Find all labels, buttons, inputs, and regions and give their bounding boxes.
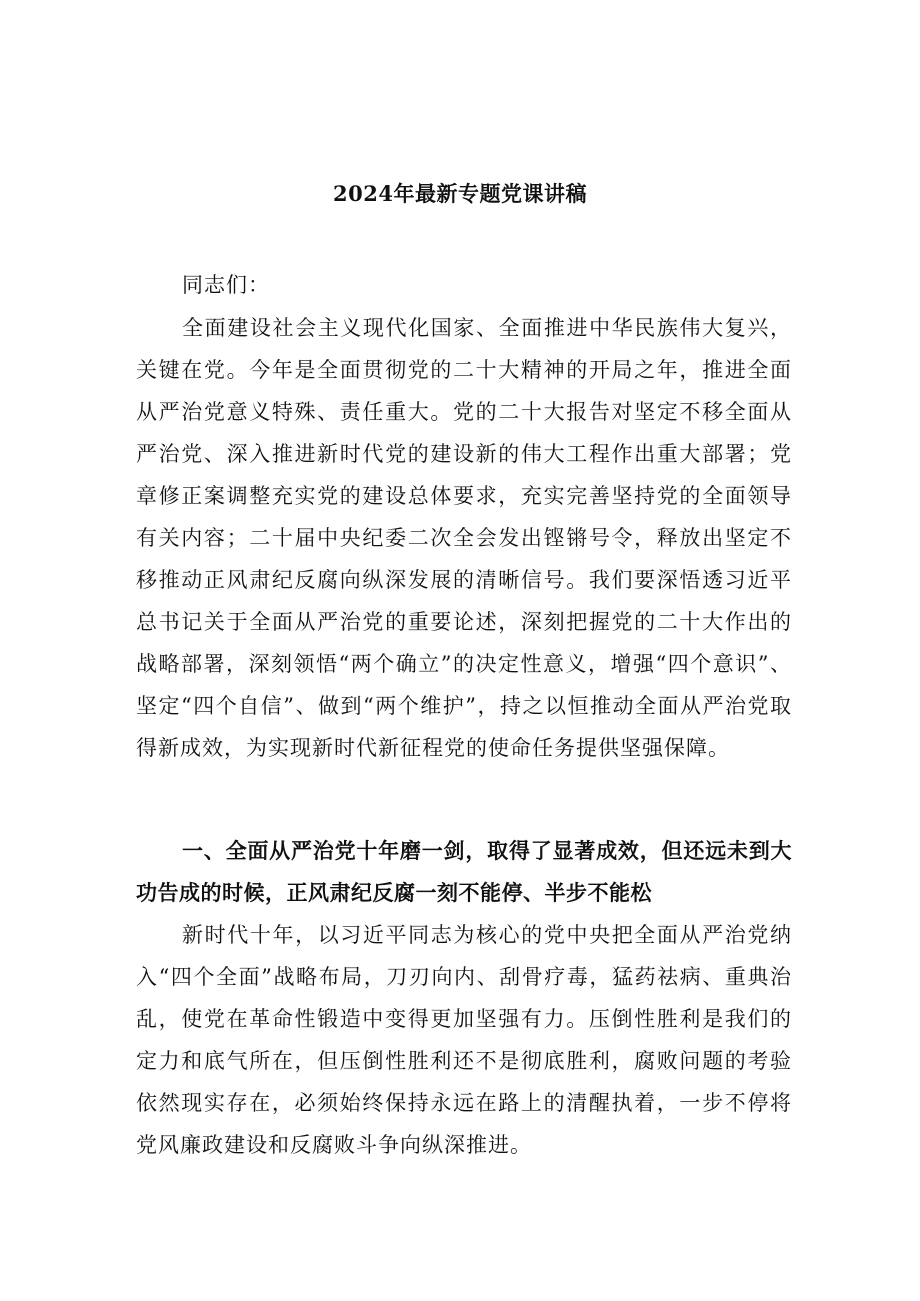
section-heading-1: 一、全面从严治党十年磨一剑，取得了显著成效，但还远未到大功告成的时候，正风肃纪反腐一刻不能停、半步不能松 <box>136 839 792 905</box>
paragraph-intro: 全面建设社会主义现代化国家、全面推进中华民族伟大复兴，关键在党。今年是全面贯彻党的二十大精神的开局之年，推进全面从严治党意义特殊、责任重大。党的二十大报告对坚定不移全面从严治党、深入推进新时代党的建设新的伟大工程作出重大部署；党章修正案调整充实党的建设总体要求，充实完善坚持党的全面领导有关内容；二十届中央纪委二次全会发出铿锵号令，释放出坚定不移推动正风肃纪反腐向纵深发展的清晰信号。我们要深悟透习近平总书记关于全面从严治党的重要论述，深刻把握党的二十大作出的战略部署，深刻领悟“两个确立”的决定性意义，增强“四个意识”、坚定“四个自信”、做到“两个维护”，持之以恒推动全面从严治党取得新成效，为实现新时代新征程党的使命任务提供坚强保障。 <box>136 316 792 760</box>
greeting: 同志们： <box>182 273 270 297</box>
document-title: 2024年最新专题党课讲稿 <box>333 181 587 206</box>
paragraph-section-1: 新时代十年，以习近平同志为核心的党中央把全面从严治党纳入“四个全面”战略布局，刀刃向内、刮骨疗毒，猛药祛病、重典治乱，使党在革命性锻造中变得更加坚强有力。压倒性胜利是我们的定力和底气所在，但压倒性胜利还不是彻底胜利，腐败问题的考验依然现实存在，必须始终保持永远在路上的清醒执着，一步不停将党风廉政建设和反腐败斗争向纵深推进。 <box>136 923 792 1157</box>
